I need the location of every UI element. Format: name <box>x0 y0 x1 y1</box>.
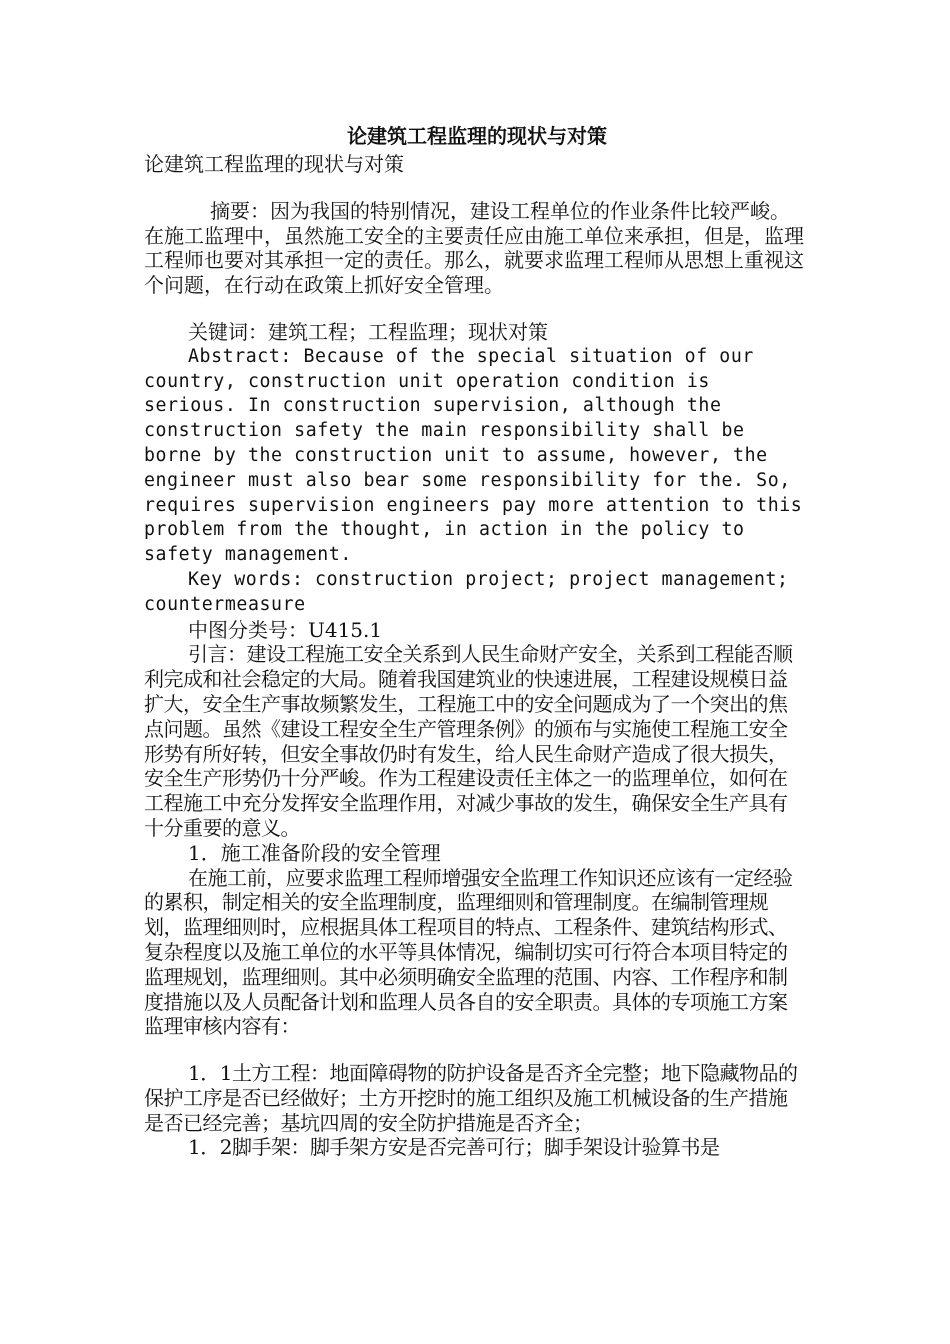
item-1-2-scaffolding: 1．2脚手架：脚手架方安是否完善可行；脚手架设计验算书是 <box>188 1135 720 1160</box>
spacer <box>144 1039 804 1061</box>
keywords-english: Key words: construction project; project management; countermeasure <box>144 568 789 615</box>
document-page <box>144 122 804 1160</box>
item-1-1-earthwork: 1．1土方工程：地面障碍物的防护设备是否齐全完整；地下隐藏物品的保护工序是否已经做好；土方开挖时的施工组织及施工机械设备的生产措施是否已经完善；基坑四周的安全防护措施是否齐全； <box>144 1061 798 1135</box>
document-subtitle: 论建筑工程监理的现状与对策 <box>144 152 404 176</box>
section-1-body: 在施工前，应要求监理工程师增强安全监理工作知识还应该有一定经验的累积，制定相关的安全监理制度，监理细则和管理制度。在编制管理规划，监理细则时，应根据具体工程项目的特点、工程条件、建筑结构形式、复杂程度以及施工单位的水平等具体情况，编制切实可行符合本项目特定的监理规划，监理细则。其中必须明确安全监理的范围、内容、工作程序和制度措施以及人员配备计划和监理人员各自的安全职责。具体的专项施工方案监理审核内容有： <box>144 865 793 1039</box>
abstract-chinese: 摘要：因为我国的特别情况，建设工程单位的作业条件比较严峻。在施工监理中，虽然施工安全的主要责任应由施工单位来承担，但是，监理工程师也要对其承担一定的责任。那么，就要求监理工程师从思想上重视这个问题，在行动在政策上抓好安全管理。 <box>144 198 804 298</box>
keywords-chinese: 关键词：建筑工程；工程监理；现状对策 <box>188 319 548 344</box>
section-1-heading: 1．施工准备阶段的安全管理 <box>188 840 441 865</box>
spacer <box>144 177 804 199</box>
classification-number: 中图分类号：U415.1 <box>188 617 383 642</box>
introduction-paragraph: 引言：建设工程施工安全关系到人民生命财产安全，关系到工程能否顺利完成和社会稳定的大局。随着我国建筑业的快速进展，工程建设规模日益扩大，安全生产事故频繁发生，工程施工中的安全问题成为了一个突出的焦点问题。虽然《建设工程安全生产管理条例》的颁布与实施使工程施工安全形势有所好转，但安全事故仍时有发生，给人民生命财产造成了很大损失，安全生产形势仍十分严峻。作为工程建设责任主体之一的监理单位，如何在工程施工中充分发挥安全监理作用，对减少事故的发生，确保安全生产具有十分重要的意义。 <box>144 642 793 840</box>
abstract-english: Abstract: Because of the special situation of our country, construction unit operation condition is serious. In construction supervision, although the construction safety the main responsibility shall be borne by the construction unit to assume, however, the engineer must also bear some responsibility for the. So, requires supervision engineers pay more attention to this problem from the thought, in action in the policy to safety management. <box>144 345 803 566</box>
spacer <box>144 298 804 320</box>
document-title: 论建筑工程监理的现状与对策 <box>347 124 607 148</box>
